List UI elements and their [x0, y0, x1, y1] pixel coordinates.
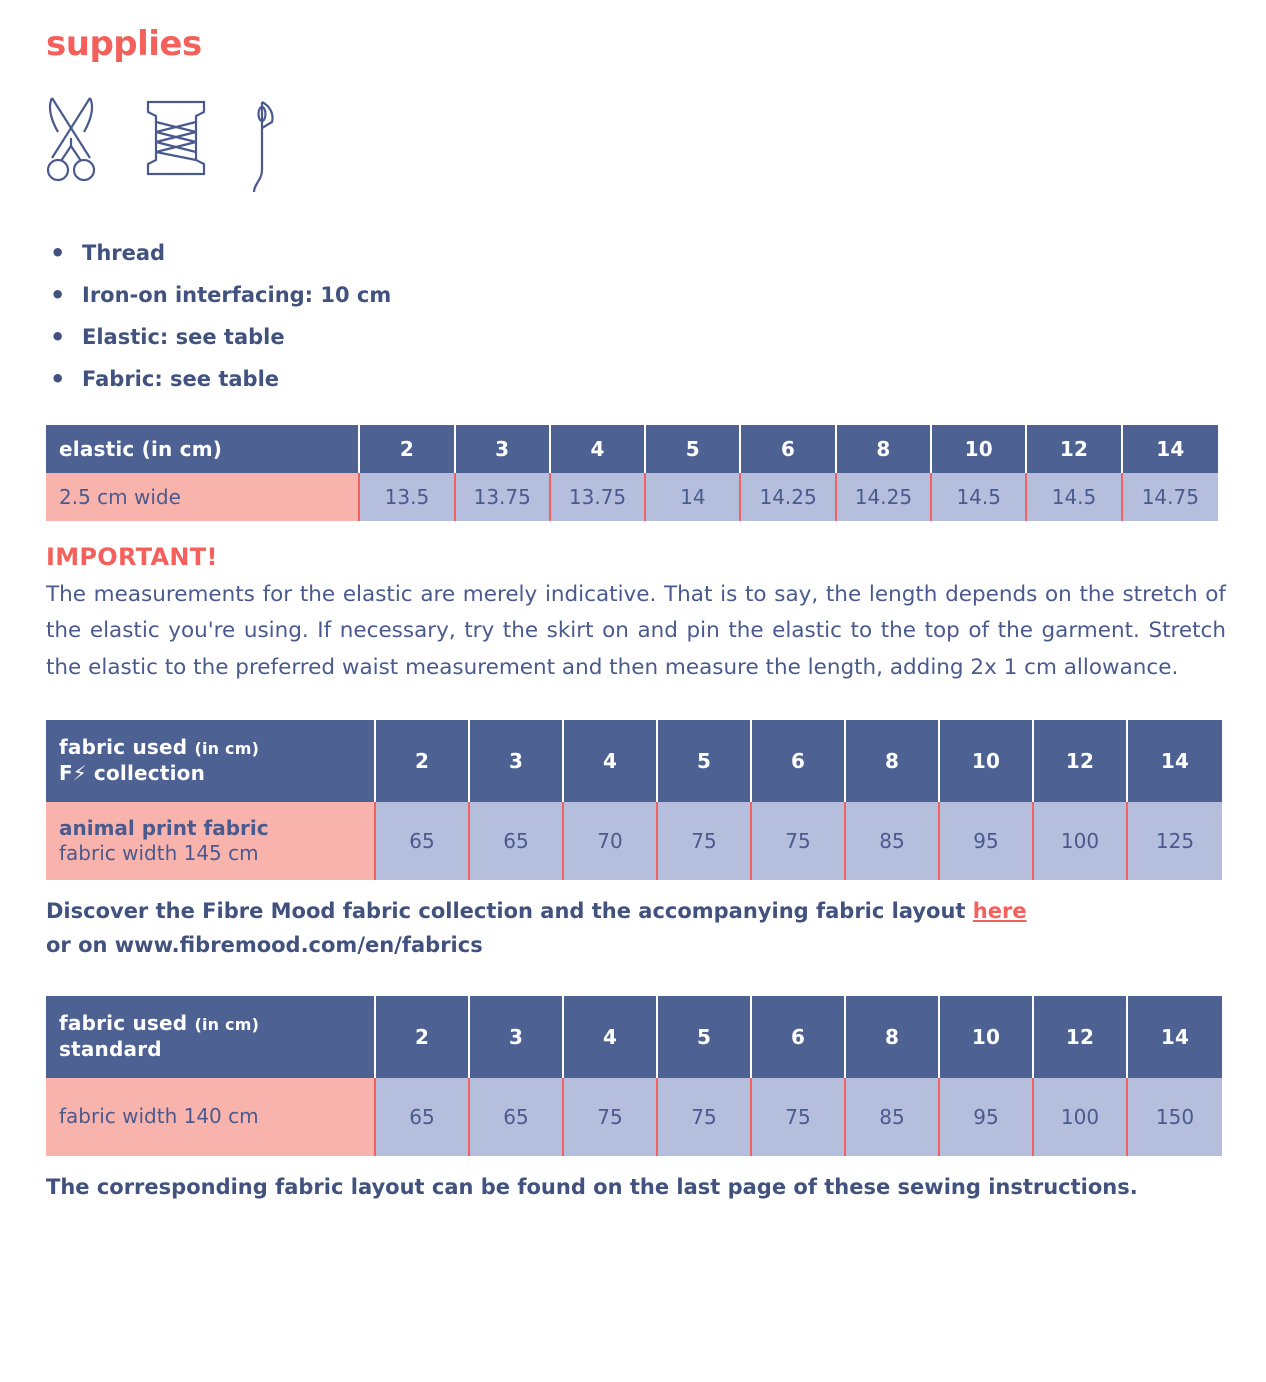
- list-item: • Thread: [46, 242, 1220, 265]
- fabric-collection-link[interactable]: here: [972, 898, 1027, 923]
- table-header-row: [46, 996, 1222, 1078]
- table-cell: 85: [846, 802, 940, 880]
- fabric-collection-table: [46, 720, 1222, 880]
- size-header: 14: [1128, 720, 1222, 802]
- fibremood-logo-icon: F⚡: [59, 760, 87, 785]
- size-header: 14: [1128, 996, 1222, 1078]
- size-header: 6: [741, 425, 836, 473]
- row-label: fabric width 140 cm: [46, 1078, 376, 1156]
- size-header: 10: [940, 720, 1034, 802]
- table-cell: 100: [1034, 802, 1128, 880]
- table-cell: 95: [940, 1078, 1034, 1156]
- size-header: 5: [646, 425, 741, 473]
- size-header: 12: [1027, 425, 1122, 473]
- page-title: supplies: [46, 24, 202, 64]
- elastic-table: [46, 425, 1218, 521]
- row-label: 2.5 cm wide: [46, 473, 360, 521]
- table-row: [46, 473, 1218, 521]
- size-header: 2: [376, 996, 470, 1078]
- icons-svg: [46, 92, 326, 212]
- elastic-header-label: elastic (in cm): [46, 425, 360, 473]
- fabric-standard-header-label: [46, 996, 376, 1078]
- table-header-row: [46, 425, 1218, 473]
- size-header: 14: [1123, 425, 1218, 473]
- fabric-collection-header-label: [46, 720, 376, 802]
- size-header: 5: [658, 720, 752, 802]
- size-header: 3: [456, 425, 551, 473]
- table-cell: 13.75: [456, 473, 551, 521]
- important-heading: IMPORTANT!: [46, 543, 218, 572]
- important-text: The measurements for the elastic are merely indicative. That is to say, the length depends on the stretch of the elastic you're using. If necessary, try the skirt on and pin the elastic to the top of the garment. Stretch the elastic to the preferred waist measurement and then measure the length, adding 2x 1 cm allowance.: [46, 582, 1226, 680]
- size-header: 6: [752, 996, 846, 1078]
- row-label-line2: fabric width 145 cm: [59, 840, 259, 865]
- size-header: 8: [837, 425, 932, 473]
- header-unit: (in cm): [194, 739, 260, 759]
- table-cell: 14.25: [741, 473, 836, 521]
- size-header: 5: [658, 996, 752, 1078]
- table-cell: 14.75: [1123, 473, 1218, 521]
- size-header: 10: [940, 996, 1034, 1078]
- header-line1: fabric used: [59, 735, 188, 760]
- size-header: 2: [360, 425, 455, 473]
- table-row: [46, 1078, 1222, 1156]
- size-header: 12: [1034, 996, 1128, 1078]
- supplies-list: [46, 242, 1220, 391]
- table-cell: 75: [564, 1078, 658, 1156]
- table-cell: 14.25: [837, 473, 932, 521]
- table-cell: 125: [1128, 802, 1222, 880]
- row-label: [46, 802, 376, 880]
- row-label-line1: animal print fabric: [59, 815, 269, 840]
- size-header: 6: [752, 720, 846, 802]
- list-item: • Fabric: see table: [46, 368, 1220, 391]
- fabric-standard-table: [46, 996, 1222, 1156]
- header-line2: standard: [59, 1036, 162, 1061]
- table-cell: 95: [940, 802, 1034, 880]
- table-cell: 70: [564, 802, 658, 880]
- header-line2: collection: [93, 760, 206, 785]
- header-line1: fabric used: [59, 1011, 188, 1036]
- thread-spool-icon: [148, 102, 204, 174]
- table-cell: 65: [376, 802, 470, 880]
- list-item: • Iron-on interfacing: 10 cm: [46, 284, 1220, 307]
- size-header: 3: [470, 996, 564, 1078]
- table-cell: 65: [470, 802, 564, 880]
- layout-note: The corresponding fabric layout can be found on the last page of these sewing instructions.: [46, 1174, 1138, 1199]
- fabric-standard-table-wrapper: [46, 996, 1220, 1156]
- size-header: 10: [932, 425, 1027, 473]
- table-cell: 150: [1128, 1078, 1222, 1156]
- table-cell: 14: [646, 473, 741, 521]
- size-header: 8: [846, 720, 940, 802]
- table-cell: 85: [846, 1078, 940, 1156]
- table-cell: 75: [658, 1078, 752, 1156]
- table-cell: 100: [1034, 1078, 1128, 1156]
- table-cell: 65: [376, 1078, 470, 1156]
- size-header: 8: [846, 996, 940, 1078]
- table-cell: 13.5: [360, 473, 455, 521]
- size-header: 3: [470, 720, 564, 802]
- size-header: 4: [564, 720, 658, 802]
- header-unit: (in cm): [194, 1015, 260, 1035]
- table-row: [46, 802, 1222, 880]
- table-cell: 75: [658, 802, 752, 880]
- size-header: 4: [551, 425, 646, 473]
- list-item: • Elastic: see table: [46, 326, 1220, 349]
- elastic-table-wrapper: [46, 425, 1220, 521]
- size-header: 4: [564, 996, 658, 1078]
- table-cell: 65: [470, 1078, 564, 1156]
- needle-icon: [254, 102, 273, 192]
- sewing-icons-row: [46, 92, 1220, 212]
- scissors-icon: [48, 98, 94, 180]
- size-header: 12: [1034, 720, 1128, 802]
- table-cell: 13.75: [551, 473, 646, 521]
- collection-note-line2: or on www.fibremood.com/en/fabrics: [46, 932, 483, 957]
- table-cell: 75: [752, 1078, 846, 1156]
- fabric-collection-table-wrapper: [46, 720, 1220, 880]
- collection-note: [46, 894, 1226, 962]
- table-cell: 75: [752, 802, 846, 880]
- size-header: 2: [376, 720, 470, 802]
- table-cell: 14.5: [1027, 473, 1122, 521]
- table-header-row: [46, 720, 1222, 802]
- collection-note-line1: Discover the Fibre Mood fabric collection and the accompanying fabric layout: [46, 898, 973, 923]
- table-cell: 14.5: [932, 473, 1027, 521]
